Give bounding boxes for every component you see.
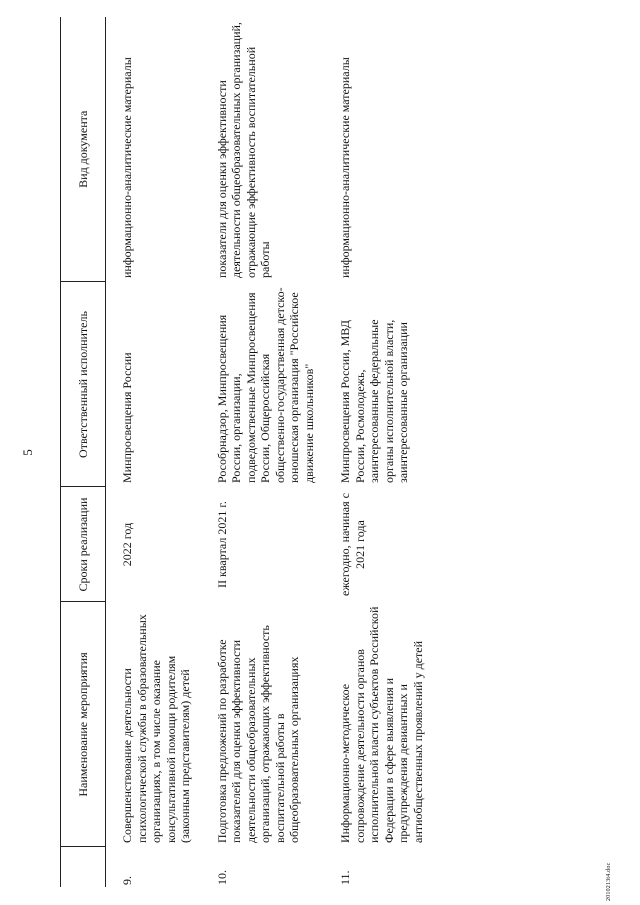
row-name: Совершенствование деятельности психологической службы в образовательных организациях, в том числе оказание консультативной помощи родителям (законным представителям) детей xyxy=(120,614,192,843)
row-name: Информационно-методическое сопровождение деятельности органов исполнительной власти субъектов Российской Федерации в сфере выявления и предупреждения девиантных и антиобщественных проявлений у детей xyxy=(338,606,425,843)
table-header-row xyxy=(61,17,106,887)
measures-table xyxy=(60,17,433,887)
row-doc-type: информационно-аналитические материалы xyxy=(120,57,134,278)
file-identifier: 2010213t4.doc xyxy=(606,862,612,901)
row-deadline: ежегодно, начиная с 2021 года xyxy=(338,493,367,596)
row-deadline: II квартал 2021 г. xyxy=(214,501,229,588)
row-deadline: 2022 год xyxy=(120,522,134,567)
row-doc-type: информационно-аналитические материалы xyxy=(338,57,352,278)
page-number: 5 xyxy=(20,449,35,456)
header-name: Наименование мероприятия xyxy=(61,602,106,847)
row-number: 9. xyxy=(120,876,134,885)
row-executor: Минпросвещения России, МВД России, Росмолодежь, заинтересованные федеральные органы исполнительной власти, заинтересованные организации xyxy=(338,319,410,483)
table-row xyxy=(201,17,325,887)
table-row xyxy=(324,17,433,887)
table-row xyxy=(106,17,201,887)
row-executor: Минпросвещения России xyxy=(120,352,134,483)
row-number: 11. xyxy=(338,870,352,885)
row-name: Подготовка предложений по разработке показателей для оценки эффективности деятельности общеобразовательных организаций, отражающих эффективность воспитательной работы в общеобразовательных организациях xyxy=(214,625,301,843)
row-doc-type: показатели для оценки эффективности деятельности общеобразовательных организаций, отражающие эффективность воспитательной работы xyxy=(214,22,272,278)
header-number xyxy=(61,847,106,887)
header-deadline: Сроки реализации xyxy=(61,487,106,602)
row-number: 10. xyxy=(214,870,229,885)
row-executor: Рособрнадзор, Минпросвещения России, организации, подведомственные Минпросвещения России, Общероссийская общественно-государственная детско-юношеская организация "Российское движение школьников" xyxy=(214,287,316,483)
header-executor: Ответственный исполнитель xyxy=(61,282,106,487)
header-doc-type: Вид документа xyxy=(61,17,106,282)
